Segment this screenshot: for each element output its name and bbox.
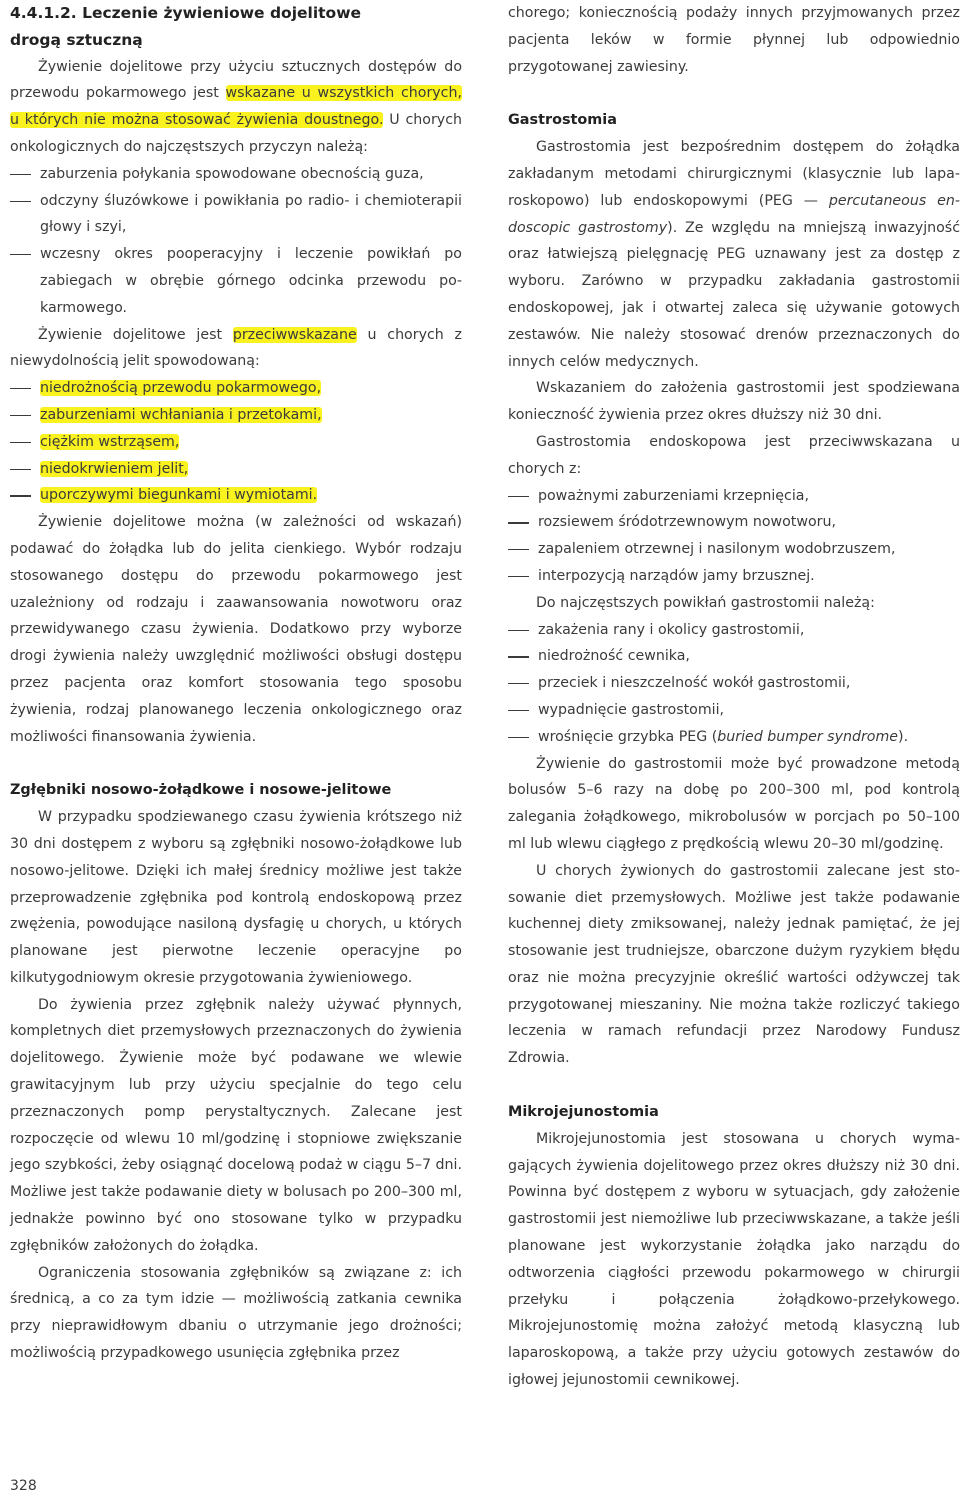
contraindications-list [10,375,462,509]
list-item: wypadnięcie gastrostomii, [508,697,960,724]
list-item: odczyny śluzówkowe i powikłania po radio- i chemioterapii głowy i szyi, [10,188,462,242]
heading-mikrojejunostomia: Mikrojejunostomia [508,1104,659,1121]
list-item: przeciek i nieszczelność wokół gastrostomii, [508,670,960,697]
list-item: zaburzenia połykania spowodowane obecnością guza, [10,161,462,188]
body-paragraph: Mikrojejunostomia jest stosowana u chorych wymagających żywienia dojelitowego przez okres dłuższy niż 30 dni. Powinna być dostępem z wyboru w sytuacjach, gdy założenie gastrostomii jest niemożliwe lub przeciwwskazane, a także jeśli planowane jest wykorzystanie żołądka jako narządu do odtworzenia ciągłości przewodu pokarmowego w chirurgii przełyku i połączenia żołądkowo-przełykowego. Mikrojejunostomię można założyć metodą klasyczną lub laparoskopową, a także przy użyciu gotowych zestawów do igłowej jejunostomii cewnikowej. [508,1130,960,1389]
list-item: interpozycją narządów jamy brzusznej. [508,563,960,590]
highlight-indications: wskazane u wszystkich chorych, u których nie można stosować żywienia doustnego. [10,85,462,129]
page-number: 328 [10,1478,37,1494]
list-item [10,429,462,456]
highlighted-item: niedrożnością przewodu pokarmowego, [40,380,322,397]
list-item: niedrożność cewnika, [508,643,960,670]
contraindication-paragraph [10,322,462,376]
list-item [10,375,462,402]
left-column [10,0,462,1367]
body-paragraph: U chorych żywionych do gastrostomii zalecane jest stosowanie diet przemysłowych. Możliwe jest także podawanie kuchennej diety zmiksowanej, należy jednak pamiętać, że jej stosowanie jest trudniejsze, obarczone dużym ryzykiem błędu oraz nie można precyzyjnie określić wartości odżywczej tak przygotowanej mieszaniny. Nie można także rozliczyć takiego leczenia w ramach refundacji przez Narodowy Fundusz Zdrowia. [508,862,960,1067]
list-item: zakażenia rany i okolicy gastrostomii, [508,617,960,644]
section-title-line2: drogą sztuczną [10,30,143,49]
highlighted-item: ciężkim wstrząsem, [40,433,180,450]
body-paragraph: chorego; koniecznością podaży innych przyjmowanych przez pacjenta leków w formie płynnej lub odpowiednio przygotowanej zawiesiny. [508,5,960,75]
highlight-contraindicated: przeciwwskazane [232,326,357,343]
highlighted-item: niedokrwieniem jelit, [40,460,189,477]
body-paragraph: Gastrostomia endoskopowa jest przeciwwskazana u chorych z: [508,433,960,477]
gastro-contraindications-list [508,483,960,590]
causes-list [10,161,462,322]
body-paragraph: Do najczęstszych powikłań gastrostomii należą: [536,594,875,611]
intro-text: Żywienie dojelitowe przy użyciu sztucznych dostępów do przewodu pokarmowego jest [10,58,462,102]
text: ). [898,728,909,745]
highlighted-item: uporczywymi biegunkami i wymiotami. [40,487,318,504]
right-column [508,0,960,1394]
list-item: wczesny okres pooperacyjny i leczenie powikłań po zabiegach w obrębie górnego odcinka przewodu pokarmowego. [10,241,462,321]
text: wrośnięcie grzybka PEG ( [538,728,718,745]
latin-term: percutaneous endoscopic gastrostomy [508,192,960,236]
intro-paragraph [10,54,462,161]
body-paragraph: Żywienie do gastrostomii może być prowadzone metodą bolusów 5–6 razy na dobę po 200–300 ml, pod kontrolą zalegania żołądkowego, mikrobolusów w porcjach po 50–100 ml lub wlewu ciągłego z prędkością wlewu 20–30 ml/godzinę. [508,755,960,852]
list-item: poważnymi zaburzeniami krzepnięcia, [508,483,960,510]
latin-term: buried bumper syndrome [717,728,899,745]
heading-zglebniki: Zgłębniki nosowo-żołądkowe i nosowe-jelitowe [10,782,392,799]
intro-text-cont: U chorych onkologicznych do najczęstszych przyczyn należą: [10,112,462,155]
heading-gastrostomia: Gastrostomia [508,112,617,129]
highlighted-item: zaburzeniami wchłaniania i przetokami, [40,406,322,423]
text: ). Ze względu na mniejszą inwazyjność oraz łatwiejszą pielęgnację PEG uznawany jest za dostęp z wyboru. Zarówno w przypadku zakładania gastrostomii endoskopowej, jak i otwartej zaleca się używanie gotowych zestawów. Nie należy stosować drenów przeznaczonych do innych celów medycznych. [508,219,960,370]
list-item [10,402,462,429]
complications-list [508,617,960,751]
body-paragraph: Ograniczenia stosowania zgłębników są związane z: ich średnicą, a co za tym idzie — możliwością zatkania cewnika przy nieprawidłowym dbaniu o utrzymanie jego drożności; możliwością przypadkowego usunięcia zgłębnika przez [10,1264,462,1362]
body-paragraph: Do żywienia przez zgłębnik należy używać płynnych, kompletnych diet przemysłowych przeznaczonych do żywienia dojelitowego. Żywienie może być podawane we wlewie grawitacyjnym lub przy użyciu specjalnie do tego celu przeznaczonych pomp perystaltycznych. Zalecane jest rozpoczęcie od wlewu 10 ml/godzinę i stopniowe zwiększanie jego szybkości, żeby osiągnąć docelową podaż w ciągu 5–7 dni. Możliwe jest także podawanie diety w bolusach po 200–300 ml, jednakże powinno być ono stosowane tylko w przypadku zgłębników założonych do żołądka. [10,996,462,1254]
list-item [508,724,960,751]
section-title [10,0,462,54]
body-paragraph: Żywienie dojelitowe można (w zależności od wskazań) podawać do żołądka lub do jelita cienkiego. Wybór rodzaju stosowanego dostępu do przewodu pokarmowego jest uzależniony od rodzaju i zaawansowania nowotworu oraz przewidywanego czasu żywienia. Dodatkowo przy wyborze drogi żywienia należy uwzględnić możliwości obsługi dostępu przez pacjenta oraz komfort stosowania tego sposobu żywienia, rodzaj planowanego leczenia onkologicznego oraz możliwości finansowania żywienia. [10,514,462,745]
contra-text-cont: u chorych z niewydolnością jelit spowodowaną: [10,326,462,370]
body-paragraph [508,134,960,375]
section-title-line1: 4.4.1.2. Leczenie żywieniowe dojelitowe [10,4,362,22]
contra-text: Żywienie dojelitowe jest [38,326,233,343]
text: Gastrostomia jest bezpośrednim dostępem do żołądka zakładanym metodami chirurgicznymi (klasycznie lub laparoskopowo) lub endoskopowymi (PEG — [508,139,960,209]
list-item: rozsiewem śródotrzewnowym nowotworu, [508,509,960,536]
list-item [10,482,462,509]
list-item: zapaleniem otrzewnej i nasilonym wodobrzuszem, [508,536,960,563]
body-paragraph: W przypadku spodziewanego czasu żywienia krótszego niż 30 dni dostępem z wyboru są zgłębniki nosowo-żołądkowe lub nosowo-jelitowe. Dzięki ich małej średnicy możliwe jest także przeprowadzenie zgłębnika pod kontrolą endoskopową przez zwężenia, powodujące nasiloną dysfagię u chorych, u których planowane jest pierwotne leczenie operacyjne po kilkutygodniowym okresie przygotowania żywieniowego. [10,809,462,986]
list-item [10,456,462,483]
body-paragraph: Wskazaniem do założenia gastrostomii jest spodziewana konieczność żywienia przez okres dłuższy niż 30 dni. [508,380,960,424]
